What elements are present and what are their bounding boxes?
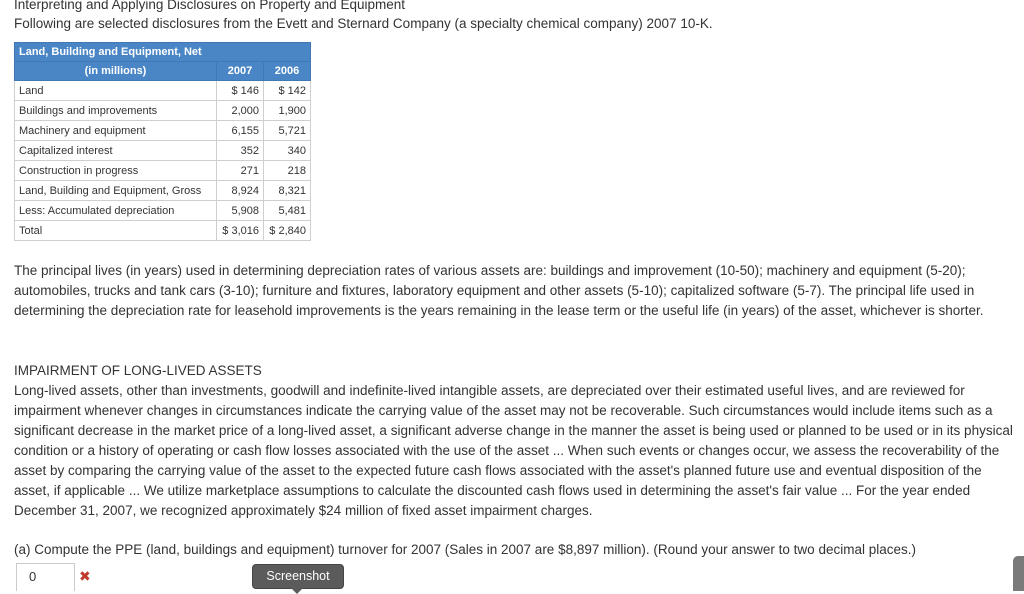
table-row [15,81,311,101]
row-label: Machinery and equipment [15,121,217,141]
value-2007: 6,155 [217,121,264,141]
value-2007: 271 [217,161,264,181]
col-2006-header: 2006 [264,62,311,81]
page-subtitle: Following are selected disclosures from the Evett and Sternard Company (a specialty chemical company) 2007 10-K. [14,16,713,31]
value-2007: $ 3,016 [217,221,264,241]
row-label: Construction in progress [15,161,217,181]
row-label: Land, Building and Equipment, Gross [15,181,217,201]
value-2006: 5,481 [264,201,311,221]
table-row [15,161,311,181]
table-row [15,181,311,201]
value-2006: 8,321 [264,181,311,201]
col-2007-header: 2007 [217,62,264,81]
screenshot-label: Screenshot [266,569,330,583]
tooltip-pointer [291,588,303,594]
question-a-text: (a) Compute the PPE (land, buildings and equipment) turnover for 2007 (Sales in 2007 are $8,897 million). (Round your answer to two decimal places.) [14,542,916,557]
table-row [15,201,311,221]
value-2006: 218 [264,161,311,181]
value-2007: 352 [217,141,264,161]
row-label: Capitalized interest [15,141,217,161]
ppe-table [14,42,311,241]
value-2006: 5,721 [264,121,311,141]
row-label: Land [15,81,217,101]
principal-lives-paragraph: The principal lives (in years) used in determining depreciation rates of various assets are: buildings and improvement (10-50); machinery and equipment (5-20); automobiles, trucks and tank cars (3-10); furniture and fixtures, laboratory equipment and other assets (5-10); capitalized software (5-7). The principal life used in determining the depreciation rate for leasehold improvements is the years remaining in the lease term or the useful life (in years) of the asset, whichever is shorter. [14,263,984,318]
table-row [15,141,311,161]
page-title: Interpreting and Applying Disclosures on Property and Equipment [14,0,405,12]
table-units-heading: (in millions) [15,62,217,81]
value-2007: $ 146 [217,81,264,101]
value-2007: 2,000 [217,101,264,121]
row-label: Total [15,221,217,241]
value-2006: 1,900 [264,101,311,121]
table-heading: Land, Building and Equipment, Net [15,43,311,62]
incorrect-icon: ✖ [79,568,91,584]
row-label: Less: Accumulated depreciation [15,201,217,221]
table-row [15,121,311,141]
table-row [15,101,311,121]
table-row [15,221,311,241]
answer-input[interactable]: 0 [16,563,75,591]
value-2007: 8,924 [217,181,264,201]
screenshot-tooltip[interactable] [252,564,344,589]
value-2007: 5,908 [217,201,264,221]
row-label: Buildings and improvements [15,101,217,121]
impairment-paragraph: Long-lived assets, other than investments, goodwill and indefinite-lived intangible assets, are depreciated over their estimated useful lives, and are reviewed for impairment whenever changes in circumstances indicate the carrying value of the asset may not be recoverable. Such circumstances would include items such as a significant decrease in the market price of a long-lived asset, a significant adverse change in the manner the asset is being used or planned to be used or in its physical condition or a history of operating or cash flow losses associated with the use of the asset ... When such events or changes occur, we assess the recoverability of the asset by comparing the carrying value of the asset to the expected future cash flows associated with the asset's planned future use and eventual disposition of the asset, if applicable ... We utilize marketplace assumptions to calculate the discounted cash flows used in determining the asset's fair value ... For the year ended December 31, 2007, we recognized approximately $24 million of fixed asset impairment charges. [14,383,1013,518]
value-2006: $ 2,840 [264,221,311,241]
value-2006: $ 142 [264,81,311,101]
scrollbar-thumb[interactable] [1013,556,1024,591]
impairment-heading: IMPAIRMENT OF LONG-LIVED ASSETS [14,363,262,378]
value-2006: 340 [264,141,311,161]
